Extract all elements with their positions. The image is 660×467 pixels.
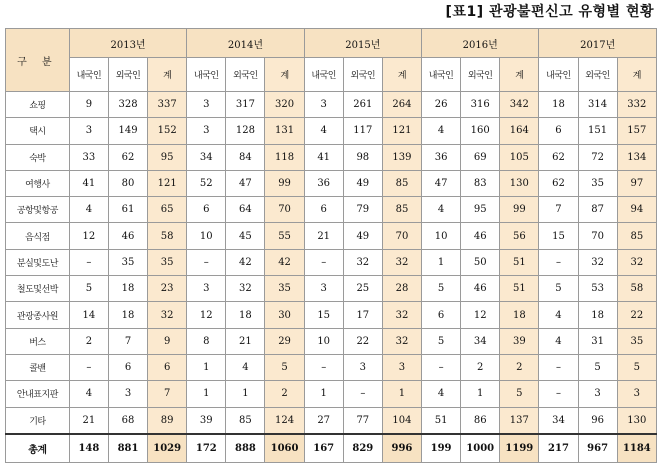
subtotal-cell: 137 [500, 407, 539, 434]
subtotal-cell: 99 [500, 197, 539, 223]
row-label: 택시 [6, 118, 70, 144]
table-cell: 46 [108, 223, 147, 249]
table-cell: 84 [226, 144, 265, 170]
table-row [6, 302, 657, 328]
table-row [6, 223, 657, 249]
table-cell: 83 [461, 170, 500, 196]
subtotal-cell: 35 [265, 276, 304, 302]
table-cell: 98 [343, 144, 382, 170]
subtotal-header: 계 [382, 58, 421, 92]
table-cell: 888 [226, 434, 265, 463]
table-cell: 4 [539, 328, 578, 354]
table-cell: 10 [304, 328, 343, 354]
row-label: 관광종사원 [6, 302, 70, 328]
table-cell: 1 [422, 249, 461, 275]
subtotal-cell: 1199 [500, 434, 539, 463]
subtotal-cell: 95 [148, 144, 187, 170]
subtotal-cell: 5 [617, 354, 656, 380]
table-cell: 7 [539, 197, 578, 223]
table-cell: 21 [304, 223, 343, 249]
table-cell: 6 [187, 197, 226, 223]
table-cell: 3 [578, 381, 617, 407]
table-cell: 61 [108, 197, 147, 223]
table-cell: – [539, 381, 578, 407]
table-cell: 70 [578, 223, 617, 249]
subtotal-cell: 99 [265, 170, 304, 196]
table-cell: 96 [578, 407, 617, 434]
table-cell: 261 [343, 92, 382, 118]
subtotal-cell: 94 [617, 197, 656, 223]
table-cell: 10 [187, 223, 226, 249]
table-cell: 3 [187, 118, 226, 144]
row-label: 음식점 [6, 223, 70, 249]
subtotal-cell: 157 [617, 118, 656, 144]
sub-header: 내국인 [187, 58, 226, 92]
table-cell: 47 [422, 170, 461, 196]
table-cell: 167 [304, 434, 343, 463]
table-cell: 27 [304, 407, 343, 434]
subtotal-cell: 22 [617, 302, 656, 328]
sub-header-row [6, 58, 657, 92]
subtotal-cell: 32 [382, 302, 421, 328]
row-label: 기타 [6, 407, 70, 434]
subtotal-cell: 28 [382, 276, 421, 302]
table-cell: 4 [69, 381, 108, 407]
table-cell: 72 [578, 144, 617, 170]
subtotal-cell: 3 [617, 381, 656, 407]
subtotal-cell: 6 [148, 354, 187, 380]
table-cell: 52 [187, 170, 226, 196]
subtotal-cell: 32 [382, 249, 421, 275]
row-label: 여행사 [6, 170, 70, 196]
subtotal-cell: 1060 [265, 434, 304, 463]
table-cell: 35 [578, 170, 617, 196]
table-cell: 4 [226, 354, 265, 380]
subtotal-cell: 320 [265, 92, 304, 118]
subtotal-cell: 1184 [617, 434, 656, 463]
table-cell: 10 [422, 223, 461, 249]
subtotal-cell: 342 [500, 92, 539, 118]
subtotal-cell: 2 [500, 354, 539, 380]
table-cell: – [539, 249, 578, 275]
subtotal-cell: 332 [617, 92, 656, 118]
row-label: 콜밴 [6, 354, 70, 380]
table-cell: 149 [108, 118, 147, 144]
table-cell: 5 [422, 276, 461, 302]
table-cell: 85 [226, 407, 265, 434]
table-cell: – [69, 249, 108, 275]
table-cell: 18 [108, 302, 147, 328]
table-row [6, 170, 657, 196]
subtotal-cell: 337 [148, 92, 187, 118]
table-cell: 3 [69, 118, 108, 144]
table-cell: 151 [578, 118, 617, 144]
table-cell: 128 [226, 118, 265, 144]
subtotal-cell: 35 [148, 249, 187, 275]
subtotal-cell: 152 [148, 118, 187, 144]
table-cell: 1 [304, 381, 343, 407]
subtotal-cell: 121 [382, 118, 421, 144]
table-cell: 3 [343, 354, 382, 380]
table-cell: 5 [422, 328, 461, 354]
sub-header: 내국인 [304, 58, 343, 92]
subtotal-cell: 42 [265, 249, 304, 275]
table-cell: 4 [304, 118, 343, 144]
subtotal-cell: 131 [265, 118, 304, 144]
table-cell: 51 [422, 407, 461, 434]
table-cell: 15 [539, 223, 578, 249]
table-cell: 32 [343, 249, 382, 275]
subtotal-cell: 29 [265, 328, 304, 354]
table-cell: 95 [461, 197, 500, 223]
table-cell: 172 [187, 434, 226, 463]
subtotal-cell: 58 [148, 223, 187, 249]
table-row [6, 276, 657, 302]
table-cell: 12 [69, 223, 108, 249]
table-cell: – [187, 249, 226, 275]
table-cell: – [69, 354, 108, 380]
table-cell: 4 [422, 381, 461, 407]
table-cell: 9 [69, 92, 108, 118]
table-cell: 32 [578, 249, 617, 275]
subtotal-cell: 2 [265, 381, 304, 407]
table-body [6, 92, 657, 463]
subtotal-cell: 58 [617, 276, 656, 302]
subtotal-cell: 97 [617, 170, 656, 196]
subtotal-cell: 55 [265, 223, 304, 249]
table-cell: 25 [343, 276, 382, 302]
table-cell: 62 [108, 144, 147, 170]
table-row [6, 118, 657, 144]
year-header: 2017년 [539, 29, 657, 58]
table-cell: 316 [461, 92, 500, 118]
table-cell: 1 [226, 381, 265, 407]
table-cell: 36 [304, 170, 343, 196]
subtotal-cell: 89 [148, 407, 187, 434]
table-cell: 68 [108, 407, 147, 434]
subtotal-cell: 35 [617, 328, 656, 354]
table-cell: 217 [539, 434, 578, 463]
table-cell: 49 [343, 170, 382, 196]
table-cell: 3 [108, 381, 147, 407]
subtotal-cell: 56 [500, 223, 539, 249]
subtotal-header: 계 [617, 58, 656, 92]
table-cell: 18 [578, 302, 617, 328]
sub-header: 외국인 [108, 58, 147, 92]
table-caption: [표1] 관광불편신고 유형별 현황 [445, 4, 654, 20]
table-cell: 77 [343, 407, 382, 434]
subtotal-cell: 32 [382, 328, 421, 354]
sub-header: 외국인 [461, 58, 500, 92]
sub-header: 내국인 [539, 58, 578, 92]
row-label: 공항및항공 [6, 197, 70, 223]
table-cell: 328 [108, 92, 147, 118]
table-cell: 6 [304, 197, 343, 223]
table-cell: 5 [578, 354, 617, 380]
subtotal-cell: 65 [148, 197, 187, 223]
table-cell: 1 [187, 381, 226, 407]
table-cell: 21 [69, 407, 108, 434]
subtotal-cell: 1 [382, 381, 421, 407]
table-row [6, 407, 657, 434]
table-cell: 46 [461, 276, 500, 302]
subtotal-cell: 70 [265, 197, 304, 223]
table-cell: 199 [422, 434, 461, 463]
total-row [6, 434, 657, 463]
table-row [6, 354, 657, 380]
subtotal-header: 계 [500, 58, 539, 92]
subtotal-cell: 105 [500, 144, 539, 170]
table-row [6, 249, 657, 275]
row-label: 철도및선박 [6, 276, 70, 302]
subtotal-header: 계 [148, 58, 187, 92]
table-cell: 3 [187, 92, 226, 118]
subtotal-cell: 18 [500, 302, 539, 328]
table-cell: 36 [422, 144, 461, 170]
row-label: 쇼핑 [6, 92, 70, 118]
year-header-row [6, 29, 657, 58]
subtotal-cell: 70 [382, 223, 421, 249]
subtotal-cell: 7 [148, 381, 187, 407]
table-cell: – [304, 249, 343, 275]
table-cell: – [304, 354, 343, 380]
subtotal-cell: 32 [617, 249, 656, 275]
subtotal-cell: 264 [382, 92, 421, 118]
subtotal-header: 계 [265, 58, 304, 92]
subtotal-cell: 30 [265, 302, 304, 328]
table-cell: 881 [108, 434, 147, 463]
subtotal-cell: 85 [617, 223, 656, 249]
table-cell: 49 [343, 223, 382, 249]
table-cell: 829 [343, 434, 382, 463]
table-cell: 8 [187, 328, 226, 354]
table-cell: 314 [578, 92, 617, 118]
table-cell: 47 [226, 170, 265, 196]
row-label: 분실및도난 [6, 249, 70, 275]
table-cell: 7 [108, 328, 147, 354]
subtotal-cell: 32 [148, 302, 187, 328]
year-header: 2013년 [69, 29, 186, 58]
table-cell: 87 [578, 197, 617, 223]
table-cell: 1 [461, 381, 500, 407]
table-cell: 2 [461, 354, 500, 380]
table-cell: 317 [226, 92, 265, 118]
subtotal-cell: 85 [382, 197, 421, 223]
table-cell: – [539, 354, 578, 380]
table-cell: 12 [461, 302, 500, 328]
table-cell: 14 [69, 302, 108, 328]
subtotal-cell: 1029 [148, 434, 187, 463]
table-cell: 4 [422, 118, 461, 144]
table-cell: 21 [226, 328, 265, 354]
table-cell: 42 [226, 249, 265, 275]
table-row [6, 144, 657, 170]
table-cell: 80 [108, 170, 147, 196]
table-cell: 69 [461, 144, 500, 170]
subtotal-cell: 139 [382, 144, 421, 170]
subtotal-cell: 121 [148, 170, 187, 196]
table-cell: 160 [461, 118, 500, 144]
table-cell: 86 [461, 407, 500, 434]
row-label: 안내표지판 [6, 381, 70, 407]
table-cell: 6 [108, 354, 147, 380]
table-cell: 62 [539, 170, 578, 196]
row-label: 버스 [6, 328, 70, 354]
table-row [6, 328, 657, 354]
table-cell: 62 [539, 144, 578, 170]
table-cell: 46 [461, 223, 500, 249]
table-cell: 79 [343, 197, 382, 223]
sub-header: 외국인 [343, 58, 382, 92]
year-header: 2015년 [304, 29, 421, 58]
table-cell: 148 [69, 434, 108, 463]
table-cell: 5 [69, 276, 108, 302]
table-cell: 41 [304, 144, 343, 170]
year-header: 2014년 [187, 29, 304, 58]
sub-header: 외국인 [578, 58, 617, 92]
table-cell: – [343, 381, 382, 407]
table-cell: 117 [343, 118, 382, 144]
row-label: 숙박 [6, 144, 70, 170]
subtotal-cell: 5 [265, 354, 304, 380]
sub-header: 내국인 [422, 58, 461, 92]
table-cell: 17 [343, 302, 382, 328]
table-cell: 4 [69, 197, 108, 223]
subtotal-cell: 164 [500, 118, 539, 144]
table-cell: 1000 [461, 434, 500, 463]
table-cell: 34 [461, 328, 500, 354]
row-label: 총계 [6, 434, 70, 463]
table-cell: 18 [108, 276, 147, 302]
table-cell: 1 [187, 354, 226, 380]
subtotal-cell: 3 [382, 354, 421, 380]
table-cell: 35 [108, 249, 147, 275]
subtotal-cell: 85 [382, 170, 421, 196]
table-cell: 4 [539, 302, 578, 328]
table-cell: 53 [578, 276, 617, 302]
table-cell: 6 [539, 118, 578, 144]
table-cell: 64 [226, 197, 265, 223]
table-cell: – [422, 354, 461, 380]
subtotal-cell: 130 [617, 407, 656, 434]
table-row [6, 197, 657, 223]
table-cell: 15 [304, 302, 343, 328]
table-cell: 31 [578, 328, 617, 354]
subtotal-cell: 39 [500, 328, 539, 354]
table-cell: 45 [226, 223, 265, 249]
table-cell: 4 [422, 197, 461, 223]
table-cell: 5 [539, 276, 578, 302]
subtotal-cell: 996 [382, 434, 421, 463]
table-cell: 967 [578, 434, 617, 463]
subtotal-cell: 51 [500, 249, 539, 275]
subtotal-cell: 5 [500, 381, 539, 407]
subtotal-cell: 130 [500, 170, 539, 196]
table-cell: 3 [304, 276, 343, 302]
subtotal-cell: 118 [265, 144, 304, 170]
table-cell: 6 [422, 302, 461, 328]
table-cell: 3 [187, 276, 226, 302]
table-row [6, 92, 657, 118]
year-header: 2016년 [422, 29, 539, 58]
table-cell: 2 [69, 328, 108, 354]
table-cell: 18 [539, 92, 578, 118]
sub-header: 외국인 [226, 58, 265, 92]
table-cell: 34 [187, 144, 226, 170]
category-header: 구 분 [6, 29, 70, 92]
table-cell: 12 [187, 302, 226, 328]
table-cell: 18 [226, 302, 265, 328]
table-row [6, 381, 657, 407]
table-cell: 50 [461, 249, 500, 275]
table-cell: 39 [187, 407, 226, 434]
table-cell: 33 [69, 144, 108, 170]
table-cell: 41 [69, 170, 108, 196]
complaint-stats-table [5, 28, 657, 463]
sub-header: 내국인 [69, 58, 108, 92]
table-cell: 3 [304, 92, 343, 118]
subtotal-cell: 9 [148, 328, 187, 354]
table-cell: 26 [422, 92, 461, 118]
table-cell: 22 [343, 328, 382, 354]
subtotal-cell: 51 [500, 276, 539, 302]
table-cell: 32 [226, 276, 265, 302]
subtotal-cell: 23 [148, 276, 187, 302]
subtotal-cell: 134 [617, 144, 656, 170]
subtotal-cell: 124 [265, 407, 304, 434]
table-cell: 34 [539, 407, 578, 434]
subtotal-cell: 104 [382, 407, 421, 434]
